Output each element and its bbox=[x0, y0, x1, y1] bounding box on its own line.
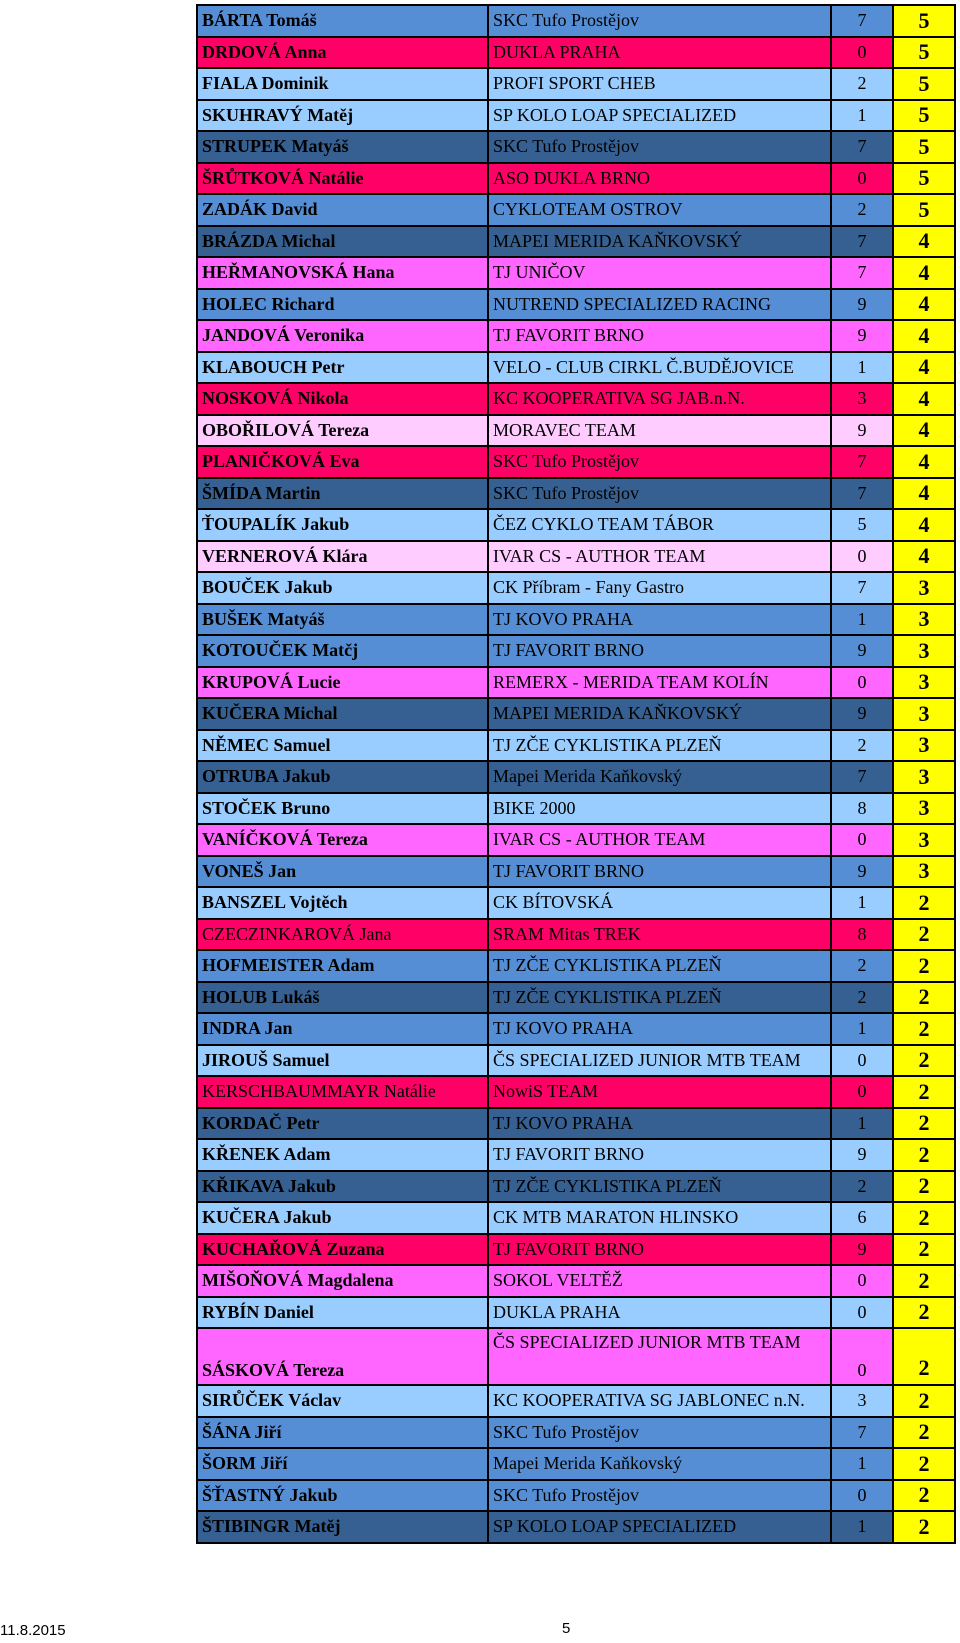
points-cell: 3 bbox=[893, 730, 955, 762]
rider-name-cell: BANSZEL Vojtěch bbox=[197, 887, 488, 919]
rider-name-cell: INDRA Jan bbox=[197, 1013, 488, 1045]
category-cell: 2 bbox=[831, 194, 893, 226]
team-cell: CK BÍTOVSKÁ bbox=[488, 887, 831, 919]
table-row bbox=[197, 5, 955, 37]
rider-name-cell: ŠMÍDA Martin bbox=[197, 478, 488, 510]
category-cell: 0 bbox=[831, 1297, 893, 1329]
table-row bbox=[197, 320, 955, 352]
team-cell: TJ ZČE CYKLISTIKA PLZEŇ bbox=[488, 950, 831, 982]
table-row bbox=[197, 100, 955, 132]
rider-name-cell: PLANIČKOVÁ Eva bbox=[197, 446, 488, 478]
table-row bbox=[197, 352, 955, 384]
table-row bbox=[197, 824, 955, 856]
rider-name-cell: SIRŮČEK Václav bbox=[197, 1385, 488, 1417]
category-cell: 0 bbox=[831, 1076, 893, 1108]
points-cell: 2 bbox=[893, 1328, 955, 1385]
rider-name-cell: KLABOUCH Petr bbox=[197, 352, 488, 384]
points-cell: 2 bbox=[893, 1448, 955, 1480]
team-cell: BIKE 2000 bbox=[488, 793, 831, 825]
category-cell: 9 bbox=[831, 320, 893, 352]
rider-name-cell: JIROUŠ Samuel bbox=[197, 1045, 488, 1077]
table-row bbox=[197, 1480, 955, 1512]
rider-name-cell: KŘIKAVA Jakub bbox=[197, 1171, 488, 1203]
category-cell: 0 bbox=[831, 1328, 893, 1385]
table-row bbox=[197, 1234, 955, 1266]
rider-name-cell: BRÁZDA Michal bbox=[197, 226, 488, 258]
team-cell: SKC Tufo Prostějov bbox=[488, 131, 831, 163]
category-cell: 1 bbox=[831, 1511, 893, 1543]
rider-name-cell: VERNEROVÁ Klára bbox=[197, 541, 488, 573]
category-cell: 9 bbox=[831, 698, 893, 730]
team-cell: SRAM Mitas TREK bbox=[488, 919, 831, 951]
rider-name-cell: VONEŠ Jan bbox=[197, 856, 488, 888]
rider-name-cell: KERSCHBAUMMAYR Natálie bbox=[197, 1076, 488, 1108]
category-cell: 1 bbox=[831, 604, 893, 636]
table-row bbox=[197, 667, 955, 699]
table-row bbox=[197, 1139, 955, 1171]
team-cell: CYKLOTEAM OSTROV bbox=[488, 194, 831, 226]
rider-name-cell: ZADÁK David bbox=[197, 194, 488, 226]
team-cell: MAPEI MERIDA KAŇKOVSKÝ bbox=[488, 226, 831, 258]
category-cell: 7 bbox=[831, 761, 893, 793]
rider-name-cell: SÁSKOVÁ Tereza bbox=[197, 1328, 488, 1385]
points-cell: 3 bbox=[893, 856, 955, 888]
team-cell: REMERX - MERIDA TEAM KOLÍN bbox=[488, 667, 831, 699]
category-cell: 7 bbox=[831, 257, 893, 289]
team-cell: TJ KOVO PRAHA bbox=[488, 1108, 831, 1140]
rider-name-cell: ŠORM Jiří bbox=[197, 1448, 488, 1480]
category-cell: 3 bbox=[831, 1385, 893, 1417]
rider-name-cell: KUČERA Jakub bbox=[197, 1202, 488, 1234]
table-row bbox=[197, 509, 955, 541]
team-cell: TJ FAVORIT BRNO bbox=[488, 635, 831, 667]
points-cell: 5 bbox=[893, 131, 955, 163]
rider-name-cell: STOČEK Bruno bbox=[197, 793, 488, 825]
team-cell: SKC Tufo Prostějov bbox=[488, 446, 831, 478]
points-cell: 3 bbox=[893, 667, 955, 699]
rider-name-cell: NĚMEC Samuel bbox=[197, 730, 488, 762]
team-cell: IVAR CS - AUTHOR TEAM bbox=[488, 541, 831, 573]
points-cell: 3 bbox=[893, 604, 955, 636]
points-cell: 4 bbox=[893, 446, 955, 478]
points-cell: 3 bbox=[893, 761, 955, 793]
results-table-body bbox=[197, 5, 955, 1543]
team-cell: PROFI SPORT CHEB bbox=[488, 68, 831, 100]
points-cell: 2 bbox=[893, 887, 955, 919]
category-cell: 0 bbox=[831, 824, 893, 856]
table-row bbox=[197, 541, 955, 573]
points-cell: 4 bbox=[893, 352, 955, 384]
points-cell: 2 bbox=[893, 1171, 955, 1203]
points-cell: 2 bbox=[893, 1202, 955, 1234]
category-cell: 9 bbox=[831, 289, 893, 321]
table-row bbox=[197, 415, 955, 447]
table-row bbox=[197, 1297, 955, 1329]
rider-name-cell: ŠÁNA Jiří bbox=[197, 1417, 488, 1449]
team-cell: TJ KOVO PRAHA bbox=[488, 1013, 831, 1045]
rider-name-cell: KUČERA Michal bbox=[197, 698, 488, 730]
points-cell: 4 bbox=[893, 415, 955, 447]
rider-name-cell: SKUHRAVÝ Matěj bbox=[197, 100, 488, 132]
category-cell: 9 bbox=[831, 856, 893, 888]
category-cell: 1 bbox=[831, 1108, 893, 1140]
rider-name-cell: BÁRTA Tomáš bbox=[197, 5, 488, 37]
rider-name-cell: KRUPOVÁ Lucie bbox=[197, 667, 488, 699]
team-cell: CK MTB MARATON HLINSKO bbox=[488, 1202, 831, 1234]
points-cell: 2 bbox=[893, 1297, 955, 1329]
rider-name-cell: RYBÍN Daniel bbox=[197, 1297, 488, 1329]
points-cell: 2 bbox=[893, 1480, 955, 1512]
category-cell: 1 bbox=[831, 1448, 893, 1480]
table-row bbox=[197, 37, 955, 69]
category-cell: 7 bbox=[831, 478, 893, 510]
table-row bbox=[197, 1171, 955, 1203]
team-cell: MORAVEC TEAM bbox=[488, 415, 831, 447]
rider-name-cell: BUŠEK Matyáš bbox=[197, 604, 488, 636]
table-row bbox=[197, 856, 955, 888]
points-cell: 4 bbox=[893, 541, 955, 573]
rider-name-cell: JANDOVÁ Veronika bbox=[197, 320, 488, 352]
category-cell: 8 bbox=[831, 919, 893, 951]
points-cell: 3 bbox=[893, 635, 955, 667]
table-row bbox=[197, 1265, 955, 1297]
team-cell: NUTREND SPECIALIZED RACING bbox=[488, 289, 831, 321]
category-cell: 1 bbox=[831, 100, 893, 132]
team-cell: TJ FAVORIT BRNO bbox=[488, 856, 831, 888]
category-cell: 1 bbox=[831, 1013, 893, 1045]
table-row bbox=[197, 131, 955, 163]
team-cell: NowiS TEAM bbox=[488, 1076, 831, 1108]
points-cell: 2 bbox=[893, 919, 955, 951]
table-row bbox=[197, 226, 955, 258]
rider-name-cell: ŠRŮTKOVÁ Natálie bbox=[197, 163, 488, 195]
team-cell: TJ KOVO PRAHA bbox=[488, 604, 831, 636]
table-row bbox=[197, 1013, 955, 1045]
team-cell: SKC Tufo Prostějov bbox=[488, 478, 831, 510]
rider-name-cell: HEŘMANOVSKÁ Hana bbox=[197, 257, 488, 289]
points-cell: 3 bbox=[893, 824, 955, 856]
team-cell: ČS SPECIALIZED JUNIOR MTB TEAM bbox=[488, 1045, 831, 1077]
points-cell: 2 bbox=[893, 1076, 955, 1108]
points-cell: 4 bbox=[893, 226, 955, 258]
points-cell: 4 bbox=[893, 289, 955, 321]
team-cell: TJ FAVORIT BRNO bbox=[488, 320, 831, 352]
team-cell: SKC Tufo Prostějov bbox=[488, 1480, 831, 1512]
team-cell: TJ ZČE CYKLISTIKA PLZEŇ bbox=[488, 730, 831, 762]
table-row bbox=[197, 730, 955, 762]
team-cell: DUKLA PRAHA bbox=[488, 37, 831, 69]
category-cell: 0 bbox=[831, 163, 893, 195]
rider-name-cell: HOLUB Lukáš bbox=[197, 982, 488, 1014]
table-row bbox=[197, 1045, 955, 1077]
rider-name-cell: ŤOUPALÍK Jakub bbox=[197, 509, 488, 541]
team-cell: SP KOLO LOAP SPECIALIZED bbox=[488, 100, 831, 132]
points-cell: 2 bbox=[893, 1045, 955, 1077]
team-cell: TJ ZČE CYKLISTIKA PLZEŇ bbox=[488, 982, 831, 1014]
rider-name-cell: NOSKOVÁ Nikola bbox=[197, 383, 488, 415]
points-cell: 4 bbox=[893, 320, 955, 352]
team-cell: Mapei Merida Kaňkovský bbox=[488, 761, 831, 793]
category-cell: 0 bbox=[831, 541, 893, 573]
category-cell: 7 bbox=[831, 131, 893, 163]
points-cell: 2 bbox=[893, 1108, 955, 1140]
table-row bbox=[197, 950, 955, 982]
team-cell: KC KOOPERATIVA SG JABLONEC n.N. bbox=[488, 1385, 831, 1417]
points-cell: 2 bbox=[893, 1013, 955, 1045]
points-cell: 5 bbox=[893, 37, 955, 69]
rider-name-cell: ŠŤASTNÝ Jakub bbox=[197, 1480, 488, 1512]
category-cell: 0 bbox=[831, 1480, 893, 1512]
category-cell: 6 bbox=[831, 1202, 893, 1234]
table-row bbox=[197, 635, 955, 667]
team-cell: Mapei Merida Kaňkovský bbox=[488, 1448, 831, 1480]
category-cell: 7 bbox=[831, 5, 893, 37]
rider-name-cell: CZECZINKAROVÁ Jana bbox=[197, 919, 488, 951]
points-cell: 3 bbox=[893, 698, 955, 730]
rider-name-cell: STRUPEK Matyáš bbox=[197, 131, 488, 163]
table-row bbox=[197, 698, 955, 730]
points-cell: 4 bbox=[893, 383, 955, 415]
points-cell: 3 bbox=[893, 572, 955, 604]
rider-name-cell: VANÍČKOVÁ Tereza bbox=[197, 824, 488, 856]
category-cell: 2 bbox=[831, 730, 893, 762]
team-cell: SKC Tufo Prostějov bbox=[488, 1417, 831, 1449]
points-cell: 2 bbox=[893, 982, 955, 1014]
table-row bbox=[197, 761, 955, 793]
category-cell: 3 bbox=[831, 383, 893, 415]
table-row bbox=[197, 604, 955, 636]
team-cell: SP KOLO LOAP SPECIALIZED bbox=[488, 1511, 831, 1543]
category-cell: 2 bbox=[831, 982, 893, 1014]
points-cell: 5 bbox=[893, 5, 955, 37]
team-cell: KC KOOPERATIVA SG JAB.n.N. bbox=[488, 383, 831, 415]
category-cell: 0 bbox=[831, 37, 893, 69]
points-cell: 2 bbox=[893, 1265, 955, 1297]
table-row bbox=[197, 194, 955, 226]
table-row bbox=[197, 446, 955, 478]
table-row bbox=[197, 1385, 955, 1417]
table-row bbox=[197, 1328, 955, 1385]
points-cell: 5 bbox=[893, 68, 955, 100]
table-row bbox=[197, 1202, 955, 1234]
table-row bbox=[197, 1076, 955, 1108]
table-row bbox=[197, 919, 955, 951]
category-cell: 8 bbox=[831, 793, 893, 825]
category-cell: 1 bbox=[831, 887, 893, 919]
category-cell: 7 bbox=[831, 572, 893, 604]
team-cell: TJ FAVORIT BRNO bbox=[488, 1234, 831, 1266]
category-cell: 0 bbox=[831, 1265, 893, 1297]
results-table bbox=[196, 4, 956, 1544]
category-cell: 2 bbox=[831, 68, 893, 100]
table-row bbox=[197, 68, 955, 100]
team-cell: SKC Tufo Prostějov bbox=[488, 5, 831, 37]
points-cell: 5 bbox=[893, 194, 955, 226]
points-cell: 4 bbox=[893, 257, 955, 289]
category-cell: 0 bbox=[831, 1045, 893, 1077]
team-cell: ASO DUKLA BRNO bbox=[488, 163, 831, 195]
points-cell: 2 bbox=[893, 1139, 955, 1171]
category-cell: 1 bbox=[831, 352, 893, 384]
table-row bbox=[197, 1511, 955, 1543]
points-cell: 2 bbox=[893, 1417, 955, 1449]
points-cell: 5 bbox=[893, 163, 955, 195]
category-cell: 2 bbox=[831, 1171, 893, 1203]
rider-name-cell: HOLEC Richard bbox=[197, 289, 488, 321]
rider-name-cell: OBOŘILOVÁ Tereza bbox=[197, 415, 488, 447]
table-row bbox=[197, 478, 955, 510]
rider-name-cell: KORDAČ Petr bbox=[197, 1108, 488, 1140]
category-cell: 9 bbox=[831, 415, 893, 447]
table-row bbox=[197, 1417, 955, 1449]
team-cell: CK Příbram - Fany Gastro bbox=[488, 572, 831, 604]
points-cell: 2 bbox=[893, 1511, 955, 1543]
table-row bbox=[197, 572, 955, 604]
team-cell: TJ FAVORIT BRNO bbox=[488, 1139, 831, 1171]
category-cell: 7 bbox=[831, 446, 893, 478]
table-row bbox=[197, 1448, 955, 1480]
team-cell: ČEZ CYKLO TEAM TÁBOR bbox=[488, 509, 831, 541]
rider-name-cell: DRDOVÁ Anna bbox=[197, 37, 488, 69]
rider-name-cell: KUCHAŘOVÁ Zuzana bbox=[197, 1234, 488, 1266]
team-cell: SOKOL VELTĚŽ bbox=[488, 1265, 831, 1297]
table-row bbox=[197, 1108, 955, 1140]
table-row bbox=[197, 289, 955, 321]
rider-name-cell: KŘENEK Adam bbox=[197, 1139, 488, 1171]
rider-name-cell: FIALA Dominik bbox=[197, 68, 488, 100]
team-cell: ČS SPECIALIZED JUNIOR MTB TEAM bbox=[488, 1328, 831, 1385]
table-row bbox=[197, 982, 955, 1014]
points-cell: 3 bbox=[893, 793, 955, 825]
points-cell: 4 bbox=[893, 478, 955, 510]
category-cell: 7 bbox=[831, 1417, 893, 1449]
category-cell: 9 bbox=[831, 635, 893, 667]
team-cell: TJ ZČE CYKLISTIKA PLZEŇ bbox=[488, 1171, 831, 1203]
rider-name-cell: OTRUBA Jakub bbox=[197, 761, 488, 793]
rider-name-cell: ŠTIBINGR Matěj bbox=[197, 1511, 488, 1543]
rider-name-cell: KOTOUČEK Matčj bbox=[197, 635, 488, 667]
team-cell: MAPEI MERIDA KAŇKOVSKÝ bbox=[488, 698, 831, 730]
points-cell: 2 bbox=[893, 1385, 955, 1417]
table-row bbox=[197, 383, 955, 415]
category-cell: 2 bbox=[831, 950, 893, 982]
category-cell: 9 bbox=[831, 1234, 893, 1266]
team-cell: TJ UNIČOV bbox=[488, 257, 831, 289]
footer-page-number: 5 bbox=[562, 1620, 571, 1637]
team-cell: IVAR CS - AUTHOR TEAM bbox=[488, 824, 831, 856]
points-cell: 2 bbox=[893, 1234, 955, 1266]
rider-name-cell: HOFMEISTER Adam bbox=[197, 950, 488, 982]
points-cell: 4 bbox=[893, 509, 955, 541]
team-cell: DUKLA PRAHA bbox=[488, 1297, 831, 1329]
category-cell: 5 bbox=[831, 509, 893, 541]
rider-name-cell: MIŠOŇOVÁ Magdalena bbox=[197, 1265, 488, 1297]
footer-date: 11.8.2015 bbox=[0, 1622, 66, 1639]
table-row bbox=[197, 163, 955, 195]
rider-name-cell: BOUČEK Jakub bbox=[197, 572, 488, 604]
team-cell: VELO - CLUB CIRKL Č.BUDĚJOVICE bbox=[488, 352, 831, 384]
points-cell: 2 bbox=[893, 950, 955, 982]
category-cell: 0 bbox=[831, 667, 893, 699]
category-cell: 7 bbox=[831, 226, 893, 258]
table-row bbox=[197, 887, 955, 919]
table-row bbox=[197, 793, 955, 825]
category-cell: 9 bbox=[831, 1139, 893, 1171]
table-row bbox=[197, 257, 955, 289]
points-cell: 5 bbox=[893, 100, 955, 132]
